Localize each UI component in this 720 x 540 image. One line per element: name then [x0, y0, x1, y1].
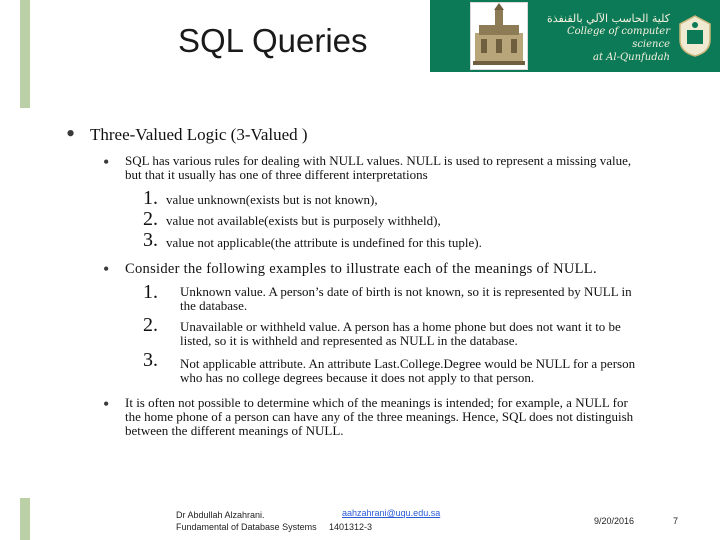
- bullet-dot: •: [103, 259, 110, 279]
- college-name: [540, 12, 670, 64]
- list-item-text: Not applicable attribute. An attribute Last.College.Degree would be NULL for a person: [180, 356, 636, 371]
- list-item-text: the database.: [180, 298, 248, 313]
- bullet-dot: •: [66, 119, 76, 148]
- footer-email-link[interactable]: aahzahrani@uqu.edu.sa: [342, 508, 441, 518]
- university-logo: [470, 2, 528, 70]
- footer-course-code: 1401312-3: [329, 522, 373, 532]
- slide-title: SQL Queries: [178, 22, 368, 59]
- paragraph-line: the home phone of a person can have any of the three meanings. Hence, SQL does not distinguish: [125, 409, 634, 424]
- bullet-dot: •: [103, 152, 110, 172]
- list-number: 2.: [143, 208, 158, 230]
- college-name-arabic: كلية الحاسب الآلي بالقنفذة: [546, 12, 670, 25]
- list-item-text: Unavailable or withheld value. A person has a home phone but does not want it to be: [180, 319, 621, 334]
- college-name-line1: College of computer science: [566, 26, 670, 50]
- paragraph-line: but that it usually has one of three different interpretations: [125, 167, 428, 182]
- paragraph-line: between the different meanings of NULL.: [125, 423, 344, 438]
- paragraph-line: Consider the following examples to illustrate each of the meanings of NULL.: [125, 261, 597, 277]
- bullet-dot: •: [103, 394, 110, 414]
- list-number: 3.: [143, 229, 158, 251]
- footer-course: Fundamental of Database Systems: [176, 522, 317, 532]
- university-logo-icon: [471, 3, 527, 69]
- section-heading: Three-Valued Logic (3-Valued ): [90, 125, 308, 144]
- list-item-text: listed, so it is withheld and represented as NULL in the database.: [180, 333, 518, 348]
- footer-date: 9/20/2016: [594, 516, 635, 526]
- list-item-text: who has no college degrees because it does not apply to that person.: [180, 370, 535, 385]
- college-emblem-icon: [678, 14, 712, 58]
- college-name-line2: at Al-Qunfudah: [593, 52, 670, 63]
- list-number: 2.: [143, 314, 158, 336]
- list-number: 1.: [143, 281, 158, 303]
- list-item-text: value not available(exists but is purposely withheld),: [166, 213, 441, 228]
- list-item-text: Unknown value. A person’s date of birth is not known, so it is represented by NULL in: [180, 284, 632, 299]
- decorative-bar-bottom: [20, 498, 30, 540]
- footer-author: Dr Abdullah Alzahrani.: [176, 510, 265, 520]
- paragraph-line: SQL has various rules for dealing with NULL values. NULL is used to represent a missing value,: [125, 153, 632, 168]
- list-item-text: value not applicable(the attribute is undefined for this tuple).: [166, 235, 482, 250]
- paragraph-line: It is often not possible to determine which of the meanings is intended; for example, a NULL for: [125, 395, 628, 410]
- list-number: 3.: [143, 349, 158, 371]
- list-item-text: value unknown(exists but is not known),: [166, 192, 378, 207]
- decorative-bar-top: [20, 0, 30, 108]
- page-number: 7: [673, 516, 679, 526]
- list-number: 1.: [143, 187, 158, 209]
